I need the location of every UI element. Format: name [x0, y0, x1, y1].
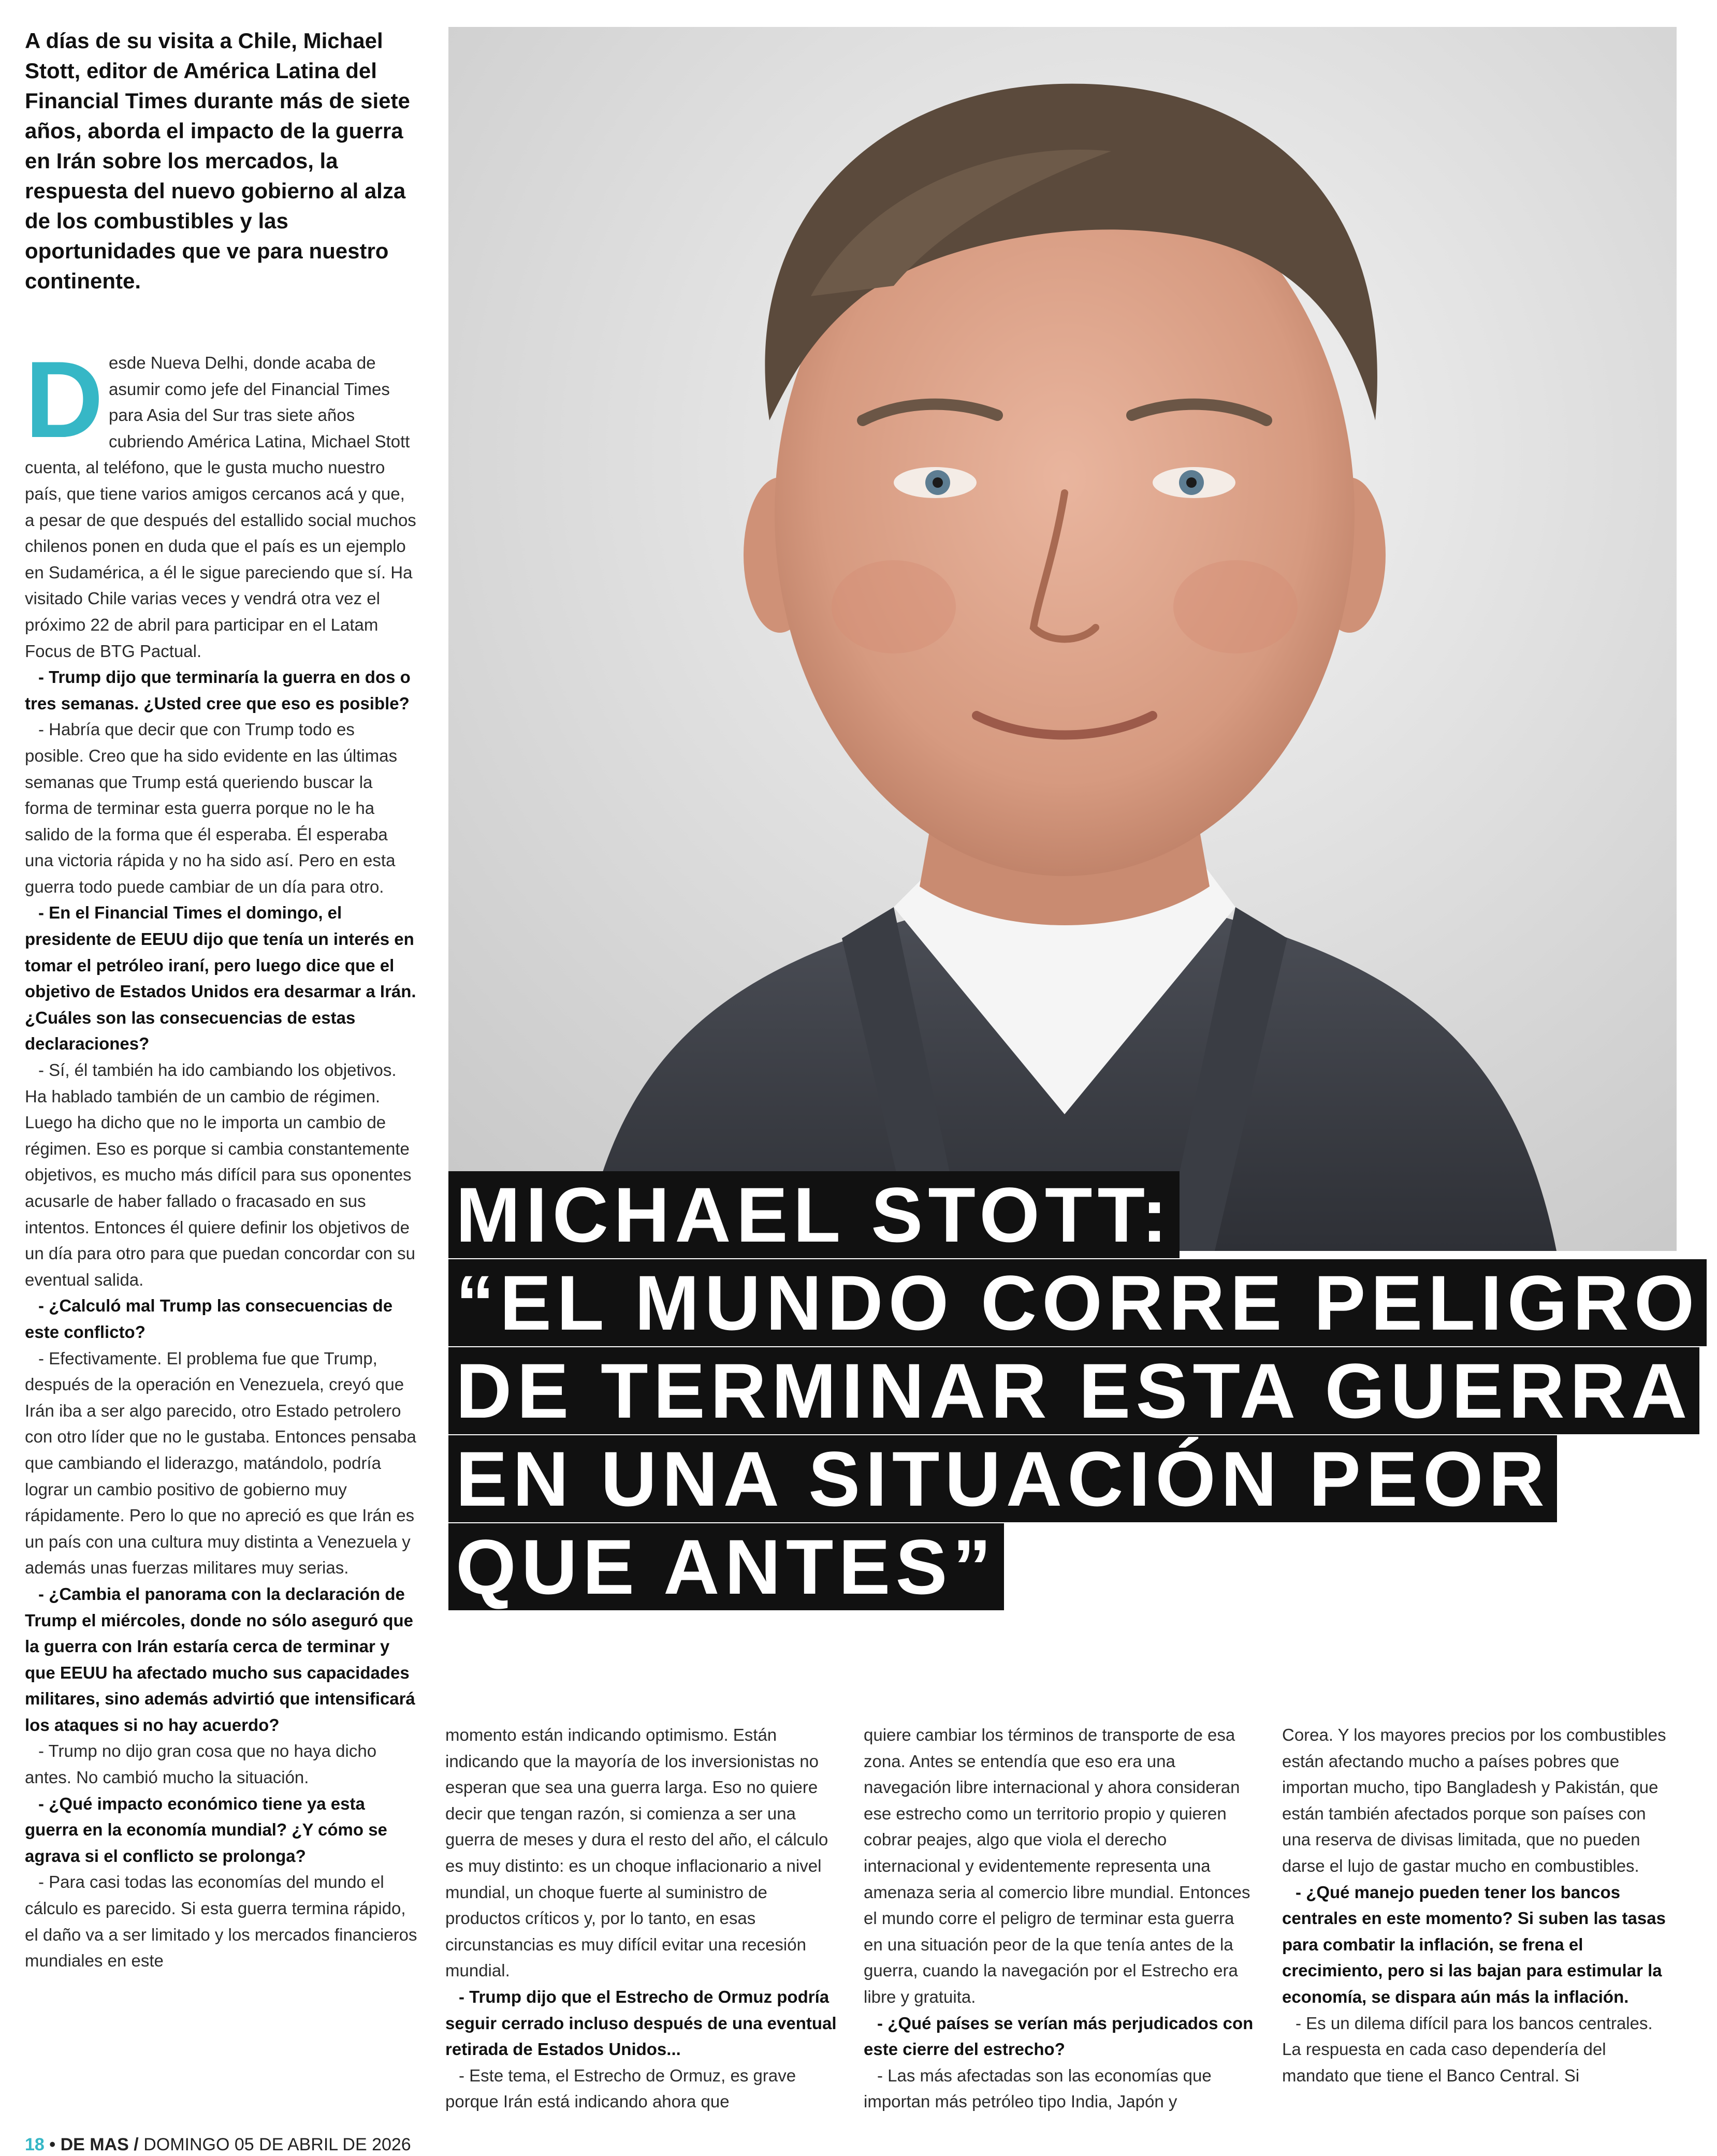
- answer-8: - Es un dilema difícil para los bancos centrales. La respuesta en cada caso dependería del mandato que tiene el Banco Central. Si: [1282, 2013, 1653, 2085]
- answer-6-part-1: - Este tema, el Estrecho de Ormuz, es grave porque Irán está indicando ahora que: [445, 2065, 796, 2111]
- answer-3: - Efectivamente. El problema fue que Trump, después de la operación en Venezuela, creyó que Irán iba a ser algo parecido, otro Estado petrolero con otro líder que no le gustaba. Entonces pensaba que cambiando el liderazgo, matándolo, podría lograr un cambio positivo de gobierno muy rápidamente. Pero lo que no apreció es que Irán es un país con una cultura muy distinta a Venezuela y además unas fuerzas militares muy serias.: [25, 1348, 416, 1578]
- answer-1: - Habría que decir que con Trump todo es posible. Creo que ha sido evidente en las últimas semanas que Trump está queriendo buscar la forma de terminar esta guerra porque no le ha salido de la forma que él esperaba. Él esperaba una victoria rápida y no ha sido así. Pero en esta guerra todo puede cambiar de un día para otro.: [25, 720, 398, 896]
- article-column-1: [25, 350, 417, 2116]
- publication-date: DOMINGO 05 DE ABRIL DE 2026: [143, 2135, 411, 2154]
- article-column-4: [1282, 1722, 1676, 2116]
- article-lead-paragraph: [25, 350, 417, 664]
- headline-line-5: QUE ANTES”: [448, 1523, 1004, 1610]
- answer-4: - Trump no dijo gran cosa que no haya dicho antes. No cambió mucho la situación.: [25, 1741, 377, 1787]
- question-7: - ¿Qué países se verían más perjudicados con este cierre del estrecho?: [864, 2013, 1254, 2059]
- article-column-2: [445, 1722, 839, 2116]
- drop-cap: D: [25, 350, 104, 460]
- lead-text: esde Nueva Delhi, donde acaba de asumir como jefe del Financial Times para Asia del Sur tras siete años cubriendo América Latina, Michael Stott cuenta, al teléfono, que le gusta mucho nuestro país, que tiene varios amigos cercanos acá y que, a pesar de que después del estallido social muchos chilenos ponen en duda que el país es un ejemplo en Sudamérica, a él le sigue pareciendo que sí. Ha visitado Chile varias veces y vendrá otra vez el próximo 22 de abril para participar en el Latam Focus de BTG Pactual.: [25, 353, 416, 661]
- answer-7-part-2: Corea. Y los mayores precios por los combustibles están afectando mucho a países pobres que importan mucho, tipo Bangladesh y Pakistán, que están también afectados porque son países con una reserva de divisas limitada, que no pueden darse el lujo de gastar mucho en combustibles.: [1282, 1725, 1666, 1875]
- portrait-illustration: [448, 27, 1677, 1251]
- answer-2: - Sí, él también ha ido cambiando los objetivos. Ha hablado también de un cambio de régimen. Luego ha dicho que no le importa un cambio de régimen. Eso es porque si cambia constantemente objetivos, es mucho más difícil para sus oponentes acusarle de haber fallado o fracasado en sus intentos. Entonces él quiere definir los objetivos de un día para otro para que puedan concordar con su eventual salida.: [25, 1060, 416, 1289]
- question-6: - Trump dijo que el Estrecho de Ormuz podría seguir cerrado incluso después de una eventual retirada de Estados Unidos...: [445, 1987, 837, 2059]
- answer-6-part-2: quiere cambiar los términos de transporte de esa zona. Antes se entendía que eso era una navegación libre internacional y ahora consideran ese estrecho como un territorio propio y quieren cobrar peajes, algo que viola el derecho internacional y evidentemente representa una amenaza seria al comercio libre mundial. Entonces el mundo corre el peligro de terminar esta guerra en una situación peor de la que tenía antes de la guerra, cuando la navegación por el Estrecho era libre y gratuita.: [864, 1725, 1250, 2006]
- question-8: - ¿Qué manejo pueden tener los bancos centrales en este momento? Si suben las tasas para combatir la inflación, se frena el crecimiento, pero si las bajan para estimular la economía, se dispara aún más la inflación.: [1282, 1882, 1666, 2006]
- answer-5-part-1: - Para casi todas las economías del mundo el cálculo es parecido. Si esta guerra termina rápido, el daño va a ser limitado y los mercados financieros mundiales en este: [25, 1872, 417, 1971]
- headline-line-3: DE TERMINAR ESTA GUERRA: [448, 1347, 1699, 1434]
- question-1: - Trump dijo que terminaría la guerra en dos o tres semanas. ¿Usted cree que eso es posible?: [25, 667, 411, 713]
- question-4: - ¿Cambia el panorama con la declaración de Trump el miércoles, donde no sólo aseguró que la guerra con Irán estaría cerca de terminar y que EEUU ha afectado mucho sus capacidades militares, sino además advirtió que intensificará los ataques si no hay acuerdo?: [25, 1584, 415, 1735]
- question-3: - ¿Calculó mal Trump las consecuencias de este conflicto?: [25, 1296, 393, 1342]
- headline-line-2: “EL MUNDO CORRE PELIGRO: [448, 1259, 1707, 1346]
- answer-5-part-2: momento están indicando optimismo. Están indicando que la mayoría de los inversionistas no esperan que sea una guerra larga. Eso no quiere decir que tengan razón, si comienza a ser una guerra de meses y dura el resto del año, el cálculo es muy distinto: es un choque inflacionario a nivel mundial, un choque fuerte al suministro de productos críticos y, por lo tanto, en esas circunstancias es muy difícil evitar una recesión mundial.: [445, 1725, 828, 1980]
- portrait-photo: [448, 27, 1677, 1251]
- headline-line-4: EN UNA SITUACIÓN PEOR: [448, 1435, 1557, 1522]
- question-2: - En el Financial Times el domingo, el presidente de EEUU dijo que tenía un interés en tomar el petróleo iraní, pero luego dice que el objetivo de Estados Unidos era desarmar a Irán. ¿Cuáles son las consecuencias de estas declaraciones?: [25, 903, 416, 1054]
- section-brand: • DE MAS /: [49, 2135, 139, 2154]
- page-footer: [25, 2133, 411, 2156]
- page-number: 18: [25, 2135, 45, 2154]
- question-5: - ¿Qué impacto económico tiene ya esta guerra en la economía mundial? ¿Y cómo se agrava si el conflicto se prolonga?: [25, 1794, 387, 1866]
- article-column-3: [864, 1722, 1257, 2116]
- answer-7-part-1: - Las más afectadas son las economías que importan más petróleo tipo India, Japón y: [864, 2065, 1212, 2111]
- article-intro: A días de su visita a Chile, Michael Stott, editor de América Latina del Financial Times durante más de siete años, aborda el impacto de la guerra en Irán sobre los mercados, la respuesta del nuevo gobierno al alza de los combustibles y las oportunidades que ve para nuestro continente.: [25, 28, 410, 293]
- headline-line-1: MICHAEL STOTT:: [448, 1171, 1180, 1258]
